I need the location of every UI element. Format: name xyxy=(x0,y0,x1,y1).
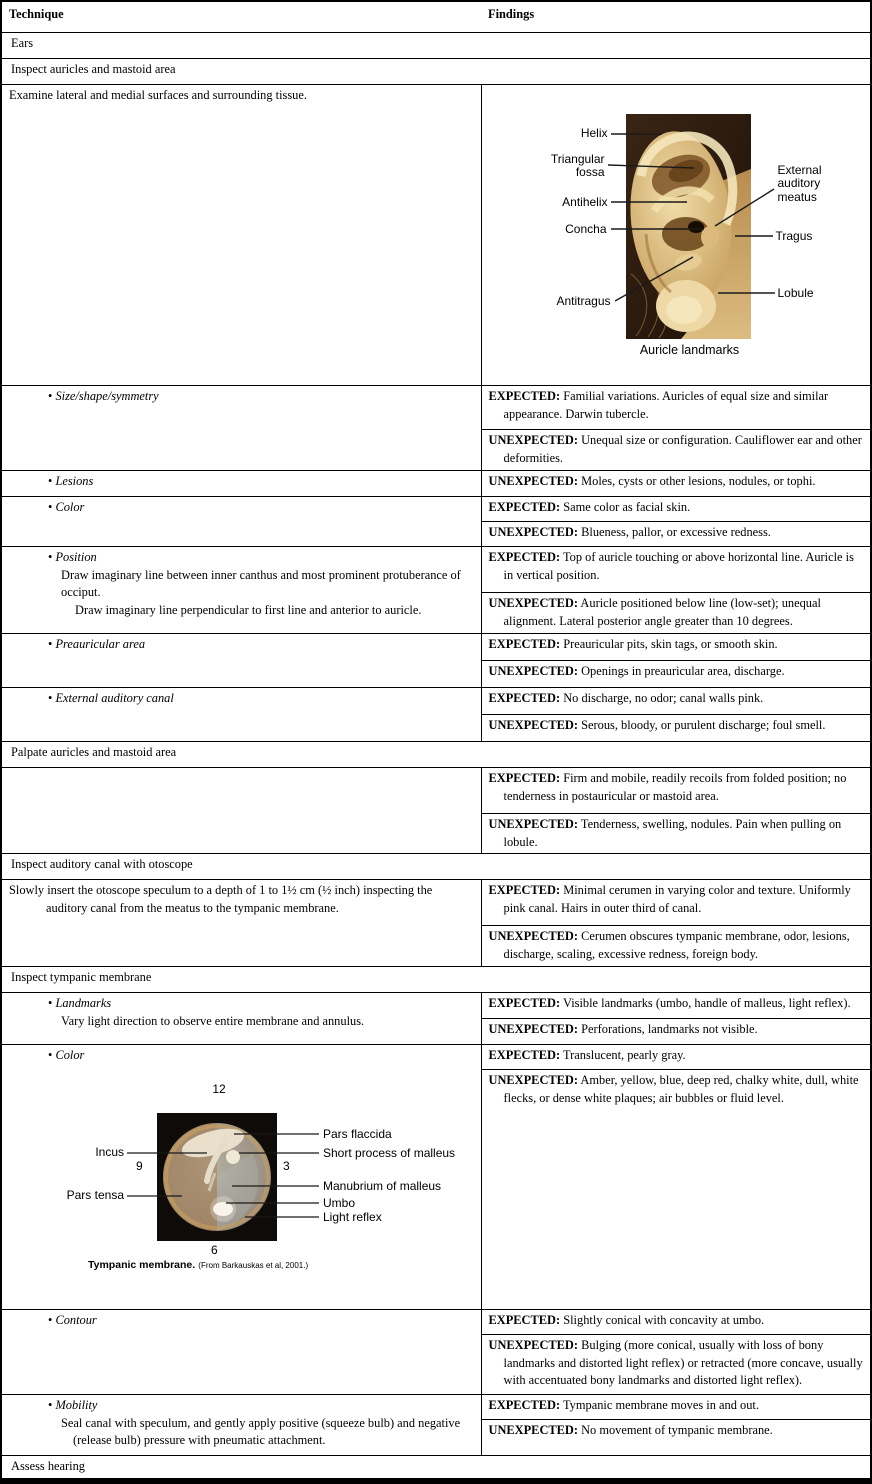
otoscope-technique-text: Slowly insert the otoscope speculum to a depth of 1 to 1½ cm (½ inch) inspecting the auditory canal from the meatus to the tympanic membrane. xyxy=(9,883,433,915)
section-inspect-tm: Inspect tympanic membrane xyxy=(1,967,871,993)
tm-clock-9: 9 xyxy=(136,1159,143,1174)
expected-label: EXPECTED: xyxy=(488,550,561,564)
tm-label-pars-tensa: Pars tensa xyxy=(66,1188,124,1203)
contour-unexpected-cell xyxy=(481,1335,871,1395)
otoscope-unexpected-text: Cerumen obscures tympanic membrane, odor, lesions, discharge, scaling, excessive redness, foreign body. xyxy=(503,929,850,961)
mobility-unexpected-text: No movement of tympanic membrane. xyxy=(581,1423,773,1438)
tympanic-membrane-figure xyxy=(2,1045,480,1298)
palpate-expected-text: Firm and mobile, readily recoils from folded position; no tenderness in postauricular or mastoid area. xyxy=(503,771,847,803)
landmarks-unexpected-text: Perforations, landmarks not visible. xyxy=(581,1022,758,1037)
size-shape-expected-cell xyxy=(481,386,871,430)
preauricular-unexpected-text: Openings in preauricular area, discharge. xyxy=(581,664,785,678)
position-instruction-2: Draw imaginary line perpendicular to first line and anterior to auricle. xyxy=(75,602,422,617)
auricle-figure-cell xyxy=(481,85,871,386)
mobility-expected-cell xyxy=(481,1395,871,1420)
auricle-figure-caption: Auricle landmarks xyxy=(639,343,740,357)
landmarks-expected-cell xyxy=(481,993,871,1019)
tm-color-expected-cell xyxy=(481,1045,871,1070)
auricle-label-external-auditory-meatus: External auditory meatus xyxy=(777,163,822,204)
position-instruction-1: Draw imaginary line between inner canthus and most prominent protuberance of occiput. xyxy=(61,567,461,600)
auricle-label-antihelix: Antihelix xyxy=(562,195,608,209)
tm-color-unexpected-cell xyxy=(481,1070,871,1310)
examine-technique-cell xyxy=(1,85,481,386)
size-shape-unexpected-cell xyxy=(481,430,871,471)
technique-header: Technique xyxy=(1,1,481,33)
tm-color-technique-cell xyxy=(1,1045,481,1310)
unexpected-label: UNEXPECTED: xyxy=(488,1423,578,1438)
preauricular-unexpected-cell xyxy=(481,661,871,688)
unexpected-label: UNEXPECTED: xyxy=(488,474,578,488)
contour-expected-text: Slightly conical with concavity at umbo. xyxy=(563,1313,765,1328)
auricle-label-lobule: Lobule xyxy=(777,286,814,300)
section-inspect-canal: Inspect auditory canal with otoscope xyxy=(1,854,871,880)
tm-label-manubrium: Manubrium of malleus xyxy=(323,1179,442,1194)
color-unexpected-cell xyxy=(481,522,871,547)
landmarks-technique-cell xyxy=(1,993,481,1045)
otoscope-expected-text: Minimal cerumen in varying color and texture. Uniformly pink canal. Hairs in outer third of canal. xyxy=(503,883,851,915)
expected-label: EXPECTED: xyxy=(488,691,561,705)
unexpected-label: UNEXPECTED: xyxy=(488,1073,578,1088)
auricle-label-triangular-fossa: Triangular fossa xyxy=(550,152,605,180)
section-ears: Ears xyxy=(1,33,871,59)
unexpected-label: UNEXPECTED: xyxy=(488,718,578,732)
otoscope-technique-cell xyxy=(1,880,481,967)
lesions-label: • Lesions xyxy=(9,473,476,491)
unexpected-label: UNEXPECTED: xyxy=(488,596,578,610)
section-assess-hearing: Assess hearing xyxy=(1,1456,871,1481)
unexpected-label: UNEXPECTED: xyxy=(488,664,578,678)
external-canal-expected-text: No discharge, no odor; canal walls pink. xyxy=(563,691,764,705)
lesions-unexpected-text: Moles, cysts or other lesions, nodules, or tophi. xyxy=(581,474,816,488)
lesions-unexpected-cell xyxy=(481,471,871,497)
mobility-instruction: Seal canal with speculum, and gently apply positive (squeeze bulb) and negative (release bulb) pressure with pneumatic attachment. xyxy=(61,1415,461,1448)
section-inspect-auricles: Inspect auricles and mastoid area xyxy=(1,59,871,85)
auricle-label-tragus: Tragus xyxy=(775,229,813,243)
position-label: • Position xyxy=(9,549,476,567)
color-expected-text: Same color as facial skin. xyxy=(563,500,691,514)
expected-label: EXPECTED: xyxy=(488,1313,561,1328)
size-shape-technique-cell xyxy=(1,386,481,471)
expected-label: EXPECTED: xyxy=(488,1048,561,1063)
tm-clock-3: 3 xyxy=(283,1159,290,1174)
position-technique-cell xyxy=(1,547,481,634)
position-unexpected-cell xyxy=(481,593,871,634)
size-shape-label: • Size/shape/symmetry xyxy=(9,388,476,406)
color-expected-cell xyxy=(481,497,871,522)
position-expected-cell xyxy=(481,547,871,593)
contour-expected-cell xyxy=(481,1310,871,1335)
tm-label-short-process: Short process of malleus xyxy=(323,1146,456,1161)
landmarks-label: • Landmarks xyxy=(9,995,476,1013)
mobility-technique-cell xyxy=(1,1395,481,1456)
mobility-expected-text: Tympanic membrane moves in and out. xyxy=(562,1398,759,1413)
preauricular-expected-cell xyxy=(481,634,871,661)
tm-label-incus: Incus xyxy=(95,1145,124,1160)
auricle-label-concha: Concha xyxy=(565,222,607,236)
palpate-unexpected-cell xyxy=(481,814,871,854)
landmarks-instruction: Vary light direction to observe entire membrane and annulus. xyxy=(61,1013,365,1028)
external-canal-label: • External auditory canal xyxy=(9,690,476,708)
otoscope-unexpected-cell xyxy=(481,926,871,967)
palpate-technique-cell xyxy=(1,768,481,854)
color-technique-cell xyxy=(1,497,481,547)
expected-label: EXPECTED: xyxy=(488,883,561,898)
external-canal-unexpected-text: Serous, bloody, or purulent discharge; foul smell. xyxy=(581,718,826,732)
tm-clock-6: 6 xyxy=(211,1243,218,1258)
contour-unexpected-text: Bulging (more conical, usually with loss of bony landmarks and distorted light reflex) or retracted (more concave, usually with accentuated bony landmarks and distorted light reflex). xyxy=(503,1338,863,1388)
auricle-figure xyxy=(482,85,871,385)
color-unexpected-text: Blueness, pallor, or excessive redness. xyxy=(581,525,771,539)
unexpected-label: UNEXPECTED: xyxy=(488,433,578,447)
contour-label: • Contour xyxy=(9,1312,476,1330)
preauricular-expected-text: Preauricular pits, skin tags, or smooth skin. xyxy=(563,637,778,651)
tm-label-light-reflex: Light reflex xyxy=(323,1210,382,1225)
expected-label: EXPECTED: xyxy=(488,500,561,514)
unexpected-label: UNEXPECTED: xyxy=(488,929,578,944)
tm-caption-source: (From Barkauskas et al, 2001.) xyxy=(198,1261,309,1271)
tm-figure-caption xyxy=(88,1256,308,1274)
lesions-technique-cell xyxy=(1,471,481,497)
tm-color-label: • Color xyxy=(9,1047,476,1065)
expected-label: EXPECTED: xyxy=(488,1398,561,1413)
auricle-label-antitragus: Antitragus xyxy=(556,294,611,308)
color-label: • Color xyxy=(9,499,476,517)
tm-label-pars-flaccida: Pars flaccida xyxy=(323,1127,392,1142)
unexpected-label: UNEXPECTED: xyxy=(488,1022,578,1037)
unexpected-label: UNEXPECTED: xyxy=(488,525,578,539)
header-row xyxy=(1,1,871,33)
mobility-label: • Mobility xyxy=(9,1397,476,1415)
landmarks-expected-text: Visible landmarks (umbo, handle of malleus, light reflex). xyxy=(562,996,851,1011)
expected-label: EXPECTED: xyxy=(488,389,561,403)
tm-label-umbo: Umbo xyxy=(323,1196,356,1211)
contour-technique-cell xyxy=(1,1310,481,1395)
tm-color-unexpected-text: Amber, yellow, blue, deep red, chalky white, dull, white flecks, or dense white plaques; air bubbles or fluid level. xyxy=(503,1073,859,1105)
auricle-label-helix: Helix xyxy=(580,126,608,140)
section-palpate-auricles: Palpate auricles and mastoid area xyxy=(1,742,871,768)
unexpected-label: UNEXPECTED: xyxy=(488,817,578,831)
palpate-unexpected-text: Tenderness, swelling, nodules. Pain when pulling on lobule. xyxy=(503,817,842,849)
expected-label: EXPECTED: xyxy=(488,637,561,651)
tm-clock-12: 12 xyxy=(212,1082,226,1097)
position-unexpected-text: Auricle positioned below line (low-set); unequal alignment. Lateral posterior angle greater than 10 degrees. xyxy=(503,596,821,628)
tm-caption-title: Tympanic membrane. xyxy=(88,1259,196,1272)
expected-label: EXPECTED: xyxy=(488,996,561,1011)
unexpected-label: UNEXPECTED: xyxy=(488,1338,578,1353)
examine-technique-text: Examine lateral and medial surfaces and surrounding tissue. xyxy=(9,88,307,102)
landmarks-unexpected-cell xyxy=(481,1019,871,1045)
preauricular-label: • Preauricular area xyxy=(9,636,476,654)
findings-header: Findings xyxy=(481,1,871,33)
position-expected-text: Top of auricle touching or above horizontal line. Auricle is in vertical position. xyxy=(503,550,854,582)
tm-color-expected-text: Translucent, pearly gray. xyxy=(562,1048,686,1063)
mobility-unexpected-cell xyxy=(481,1420,871,1456)
otoscope-expected-cell xyxy=(481,880,871,926)
external-canal-expected-cell xyxy=(481,688,871,715)
size-shape-expected-text: Familial variations. Auricles of equal size and similar appearance. Darwin tubercle. xyxy=(503,389,829,421)
external-canal-technique-cell xyxy=(1,688,481,742)
size-shape-unexpected-text: Unequal size or configuration. Cauliflower ear and other deformities. xyxy=(503,433,862,465)
examine-row xyxy=(1,85,871,386)
palpate-expected-cell xyxy=(481,768,871,814)
preauricular-technique-cell xyxy=(1,634,481,688)
external-canal-unexpected-cell xyxy=(481,715,871,742)
expected-label: EXPECTED: xyxy=(488,771,561,785)
